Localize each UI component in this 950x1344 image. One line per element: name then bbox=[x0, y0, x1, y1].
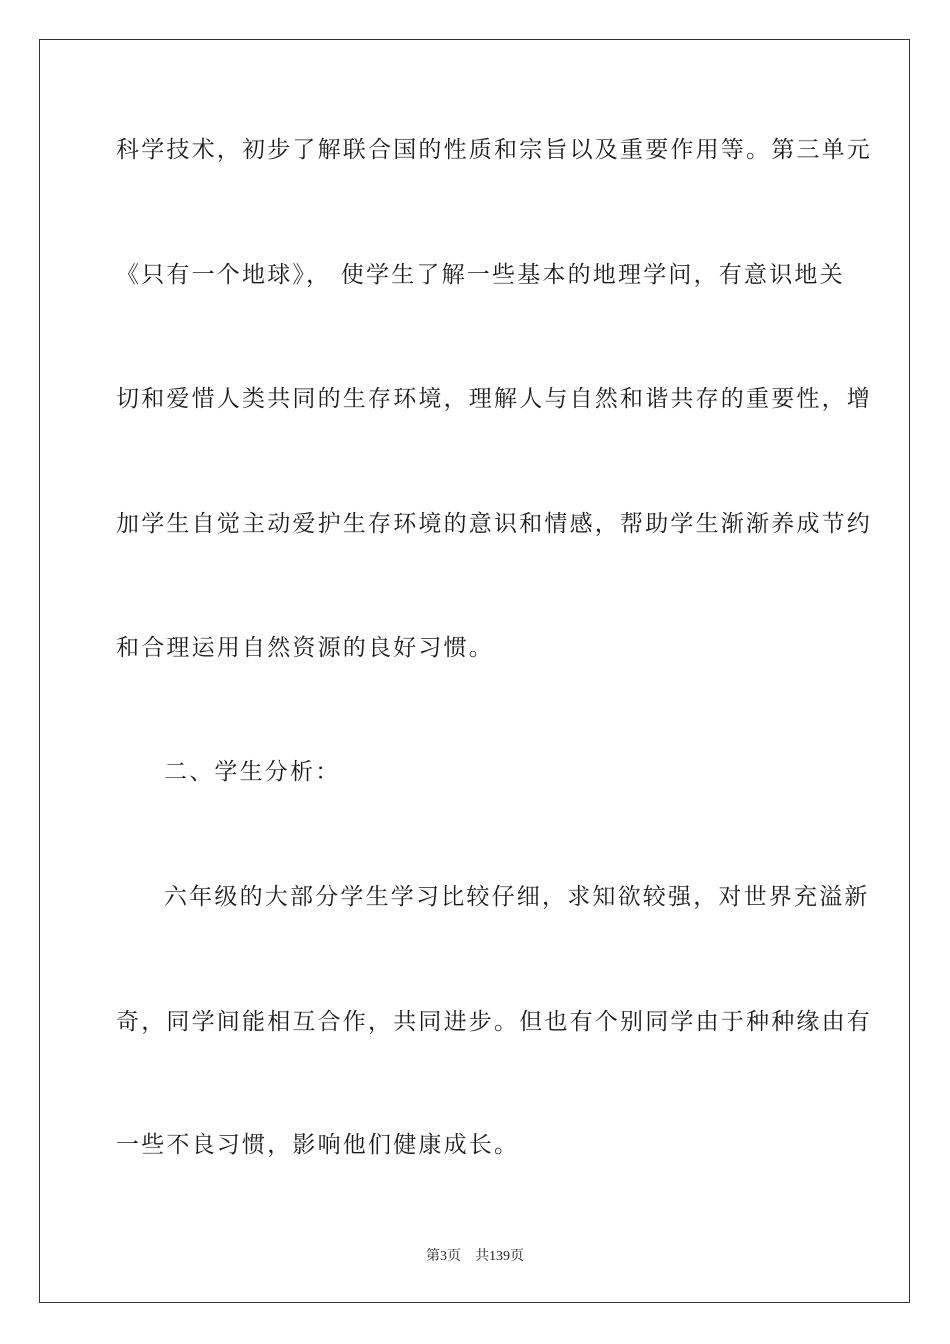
page-number: 第3页 bbox=[426, 1249, 461, 1264]
body-line-5: 和合理运用自然资源的良好习惯。 bbox=[116, 635, 494, 661]
page-border bbox=[39, 39, 910, 1303]
body-line-9: 一些不良习惯，影响他们健康成长。 bbox=[116, 1132, 520, 1158]
body-line-7: 六年级的大部分学生学习比较仔细，求知欲较强，对世界充溢新 bbox=[164, 884, 870, 910]
page-total: 共139页 bbox=[475, 1249, 524, 1264]
page-footer bbox=[0, 1248, 950, 1266]
body-line-1: 科学技术，初步了解联合国的性质和宗旨以及重要作用等。第三单元 bbox=[116, 137, 872, 163]
section-heading: 二、学生分析： bbox=[164, 759, 341, 785]
body-line-8: 奇，同学间能相互合作，共同进步。但也有个别同学由于种种缘由有 bbox=[116, 1009, 872, 1035]
body-line-2: 《只有一个地球》， 使学生了解一些基本的地理学问，有意识地关 bbox=[116, 262, 845, 288]
body-line-4: 加学生自觉主动爱护生存环境的意识和情感，帮助学生渐渐养成节约 bbox=[116, 511, 872, 537]
body-line-3: 切和爱惜人类共同的生存环境，理解人与自然和谐共存的重要性，增 bbox=[116, 386, 872, 412]
